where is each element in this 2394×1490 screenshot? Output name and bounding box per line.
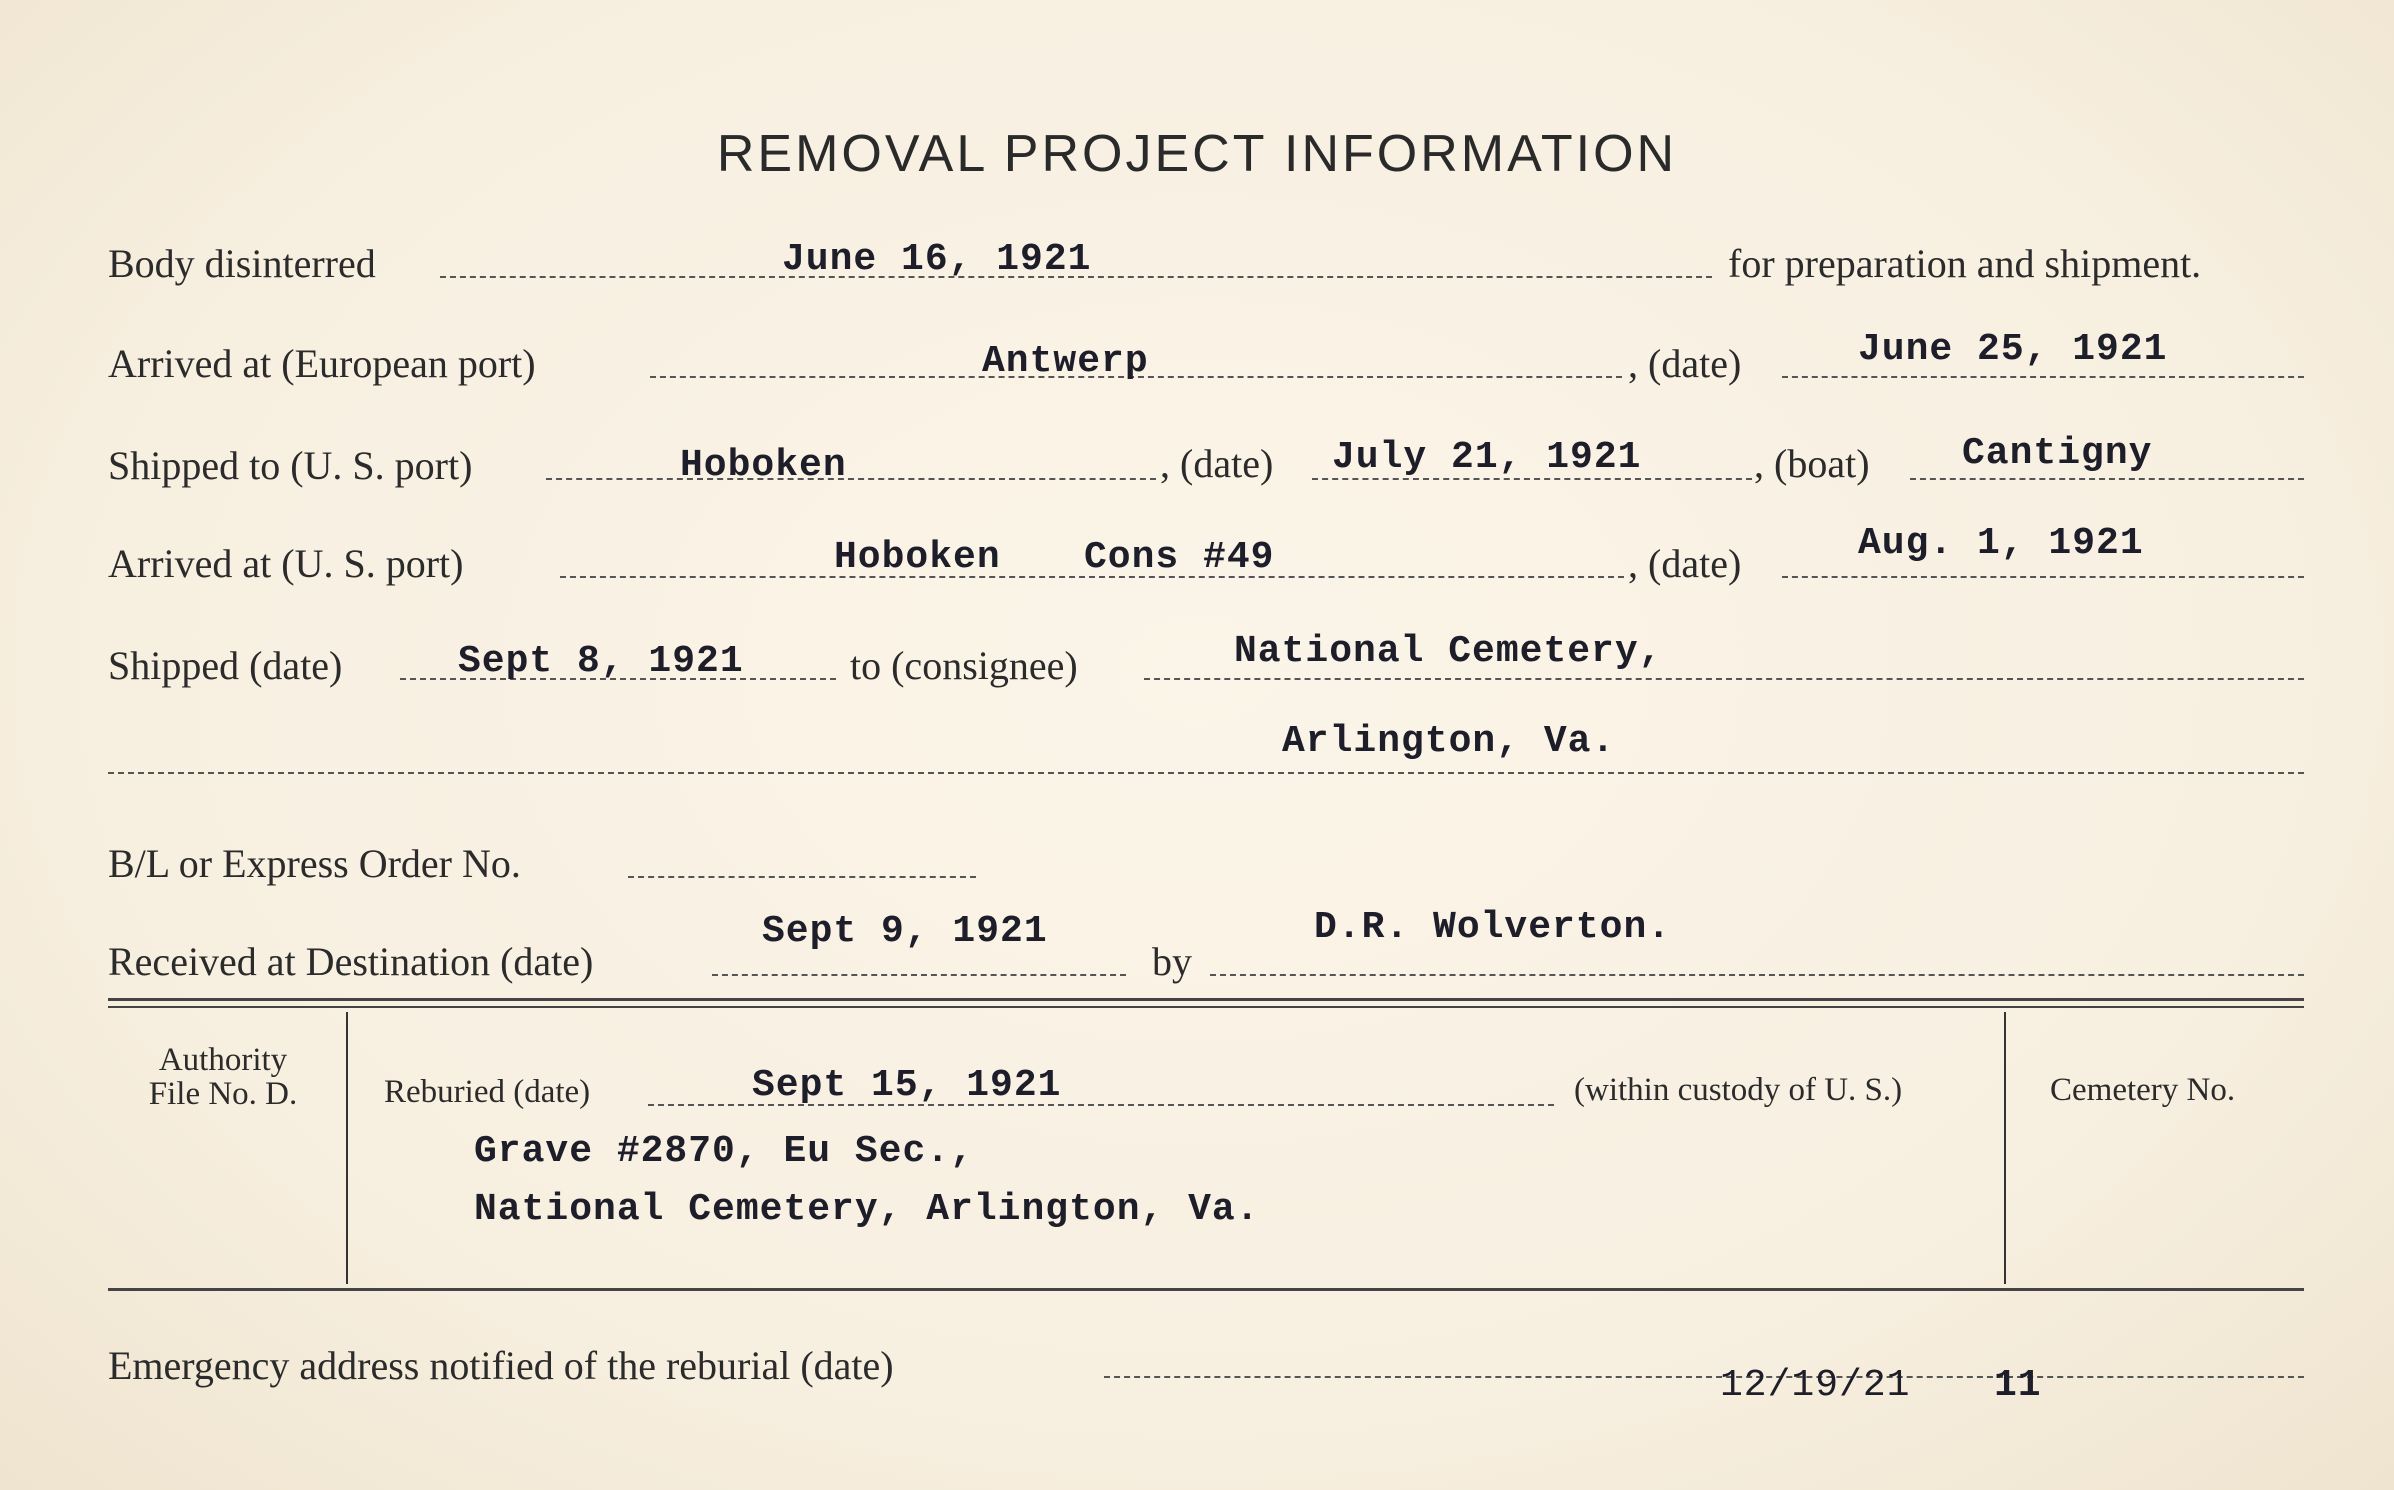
arrived-european-date: June 25, 1921	[1858, 328, 2168, 371]
top-rule-1	[108, 998, 2304, 1001]
reburied-label: Reburied (date)	[384, 1074, 591, 1110]
consignee-line	[1144, 678, 2304, 680]
arrived-us-date-label: , (date)	[1628, 541, 1742, 586]
cemetery-no-label: Cemetery No.	[2050, 1072, 2236, 1108]
consignee-label: to (consignee)	[850, 643, 1078, 688]
shipped-date-value: Sept 8, 1921	[458, 640, 744, 683]
received-by-line	[1210, 974, 2304, 976]
arrived-european-date-line	[1782, 376, 2304, 378]
body-disinterred-value: June 16, 1921	[782, 238, 1092, 281]
shipped-us-boat-label: , (boat)	[1754, 441, 1870, 486]
arrived-us-port: Hoboken	[834, 536, 1001, 579]
emergency-date: 12/19/21	[1720, 1364, 1911, 1407]
received-by: D.R. Wolverton.	[1314, 906, 1672, 949]
shipped-us-date: July 21, 1921	[1332, 436, 1642, 479]
grave-line2: National Cemetery, Arlington, Va.	[474, 1188, 1260, 1231]
box-divider-right	[2004, 1012, 2006, 1284]
received-label: Received at Destination (date)	[108, 939, 594, 984]
top-rule-2	[108, 1006, 2304, 1008]
arrived-us-label: Arrived at (U. S. port)	[108, 541, 464, 586]
reburied-date: Sept 15, 1921	[752, 1064, 1062, 1107]
shipped-us-date-label: , (date)	[1160, 441, 1274, 486]
arrived-european-date-label: , (date)	[1628, 341, 1742, 386]
shipped-us-port-line	[546, 478, 1156, 480]
box-divider-left	[346, 1012, 348, 1284]
arrived-us-cons: Cons #49	[1084, 536, 1275, 579]
arrived-european-port: Antwerp	[982, 340, 1149, 383]
consignee-line2: Arlington, Va.	[1282, 720, 1616, 763]
shipped-us-boat-line	[1910, 478, 2304, 480]
arrived-european-label: Arrived at (European port)	[108, 341, 536, 386]
custody-label: (within custody of U. S.)	[1574, 1072, 1903, 1108]
grave-line1: Grave #2870, Eu Sec.,	[474, 1130, 974, 1173]
bl-order-line	[628, 876, 976, 878]
consignee-line1: National Cemetery,	[1234, 630, 1663, 673]
emergency-extra: 11	[1994, 1364, 2042, 1407]
consignee-continuation-line	[108, 772, 2304, 774]
body-disinterred-label: Body disinterred	[108, 241, 376, 286]
bottom-rule	[108, 1288, 2304, 1291]
shipped-us-port: Hoboken	[680, 444, 847, 487]
authority-line2: File No. D.	[148, 1076, 298, 1112]
received-date: Sept 9, 1921	[762, 910, 1048, 953]
shipped-date-label: Shipped (date)	[108, 643, 343, 688]
emergency-label: Emergency address notified of the reburial (date)	[108, 1343, 894, 1388]
emergency-line	[1104, 1376, 2304, 1378]
shipped-us-boat: Cantigny	[1962, 432, 2153, 475]
received-date-line	[712, 974, 1126, 976]
arrived-us-date-line	[1782, 576, 2304, 578]
authority-line1: Authority	[158, 1042, 288, 1078]
received-by-label: by	[1152, 939, 1192, 984]
body-disinterred-suffix: for preparation and shipment.	[1728, 241, 2202, 286]
bl-order-label: B/L or Express Order No.	[108, 841, 521, 886]
shipped-us-label: Shipped to (U. S. port)	[108, 443, 473, 488]
card-title: REMOVAL PROJECT INFORMATION	[716, 125, 1678, 183]
arrived-us-date: Aug. 1, 1921	[1858, 522, 2144, 565]
